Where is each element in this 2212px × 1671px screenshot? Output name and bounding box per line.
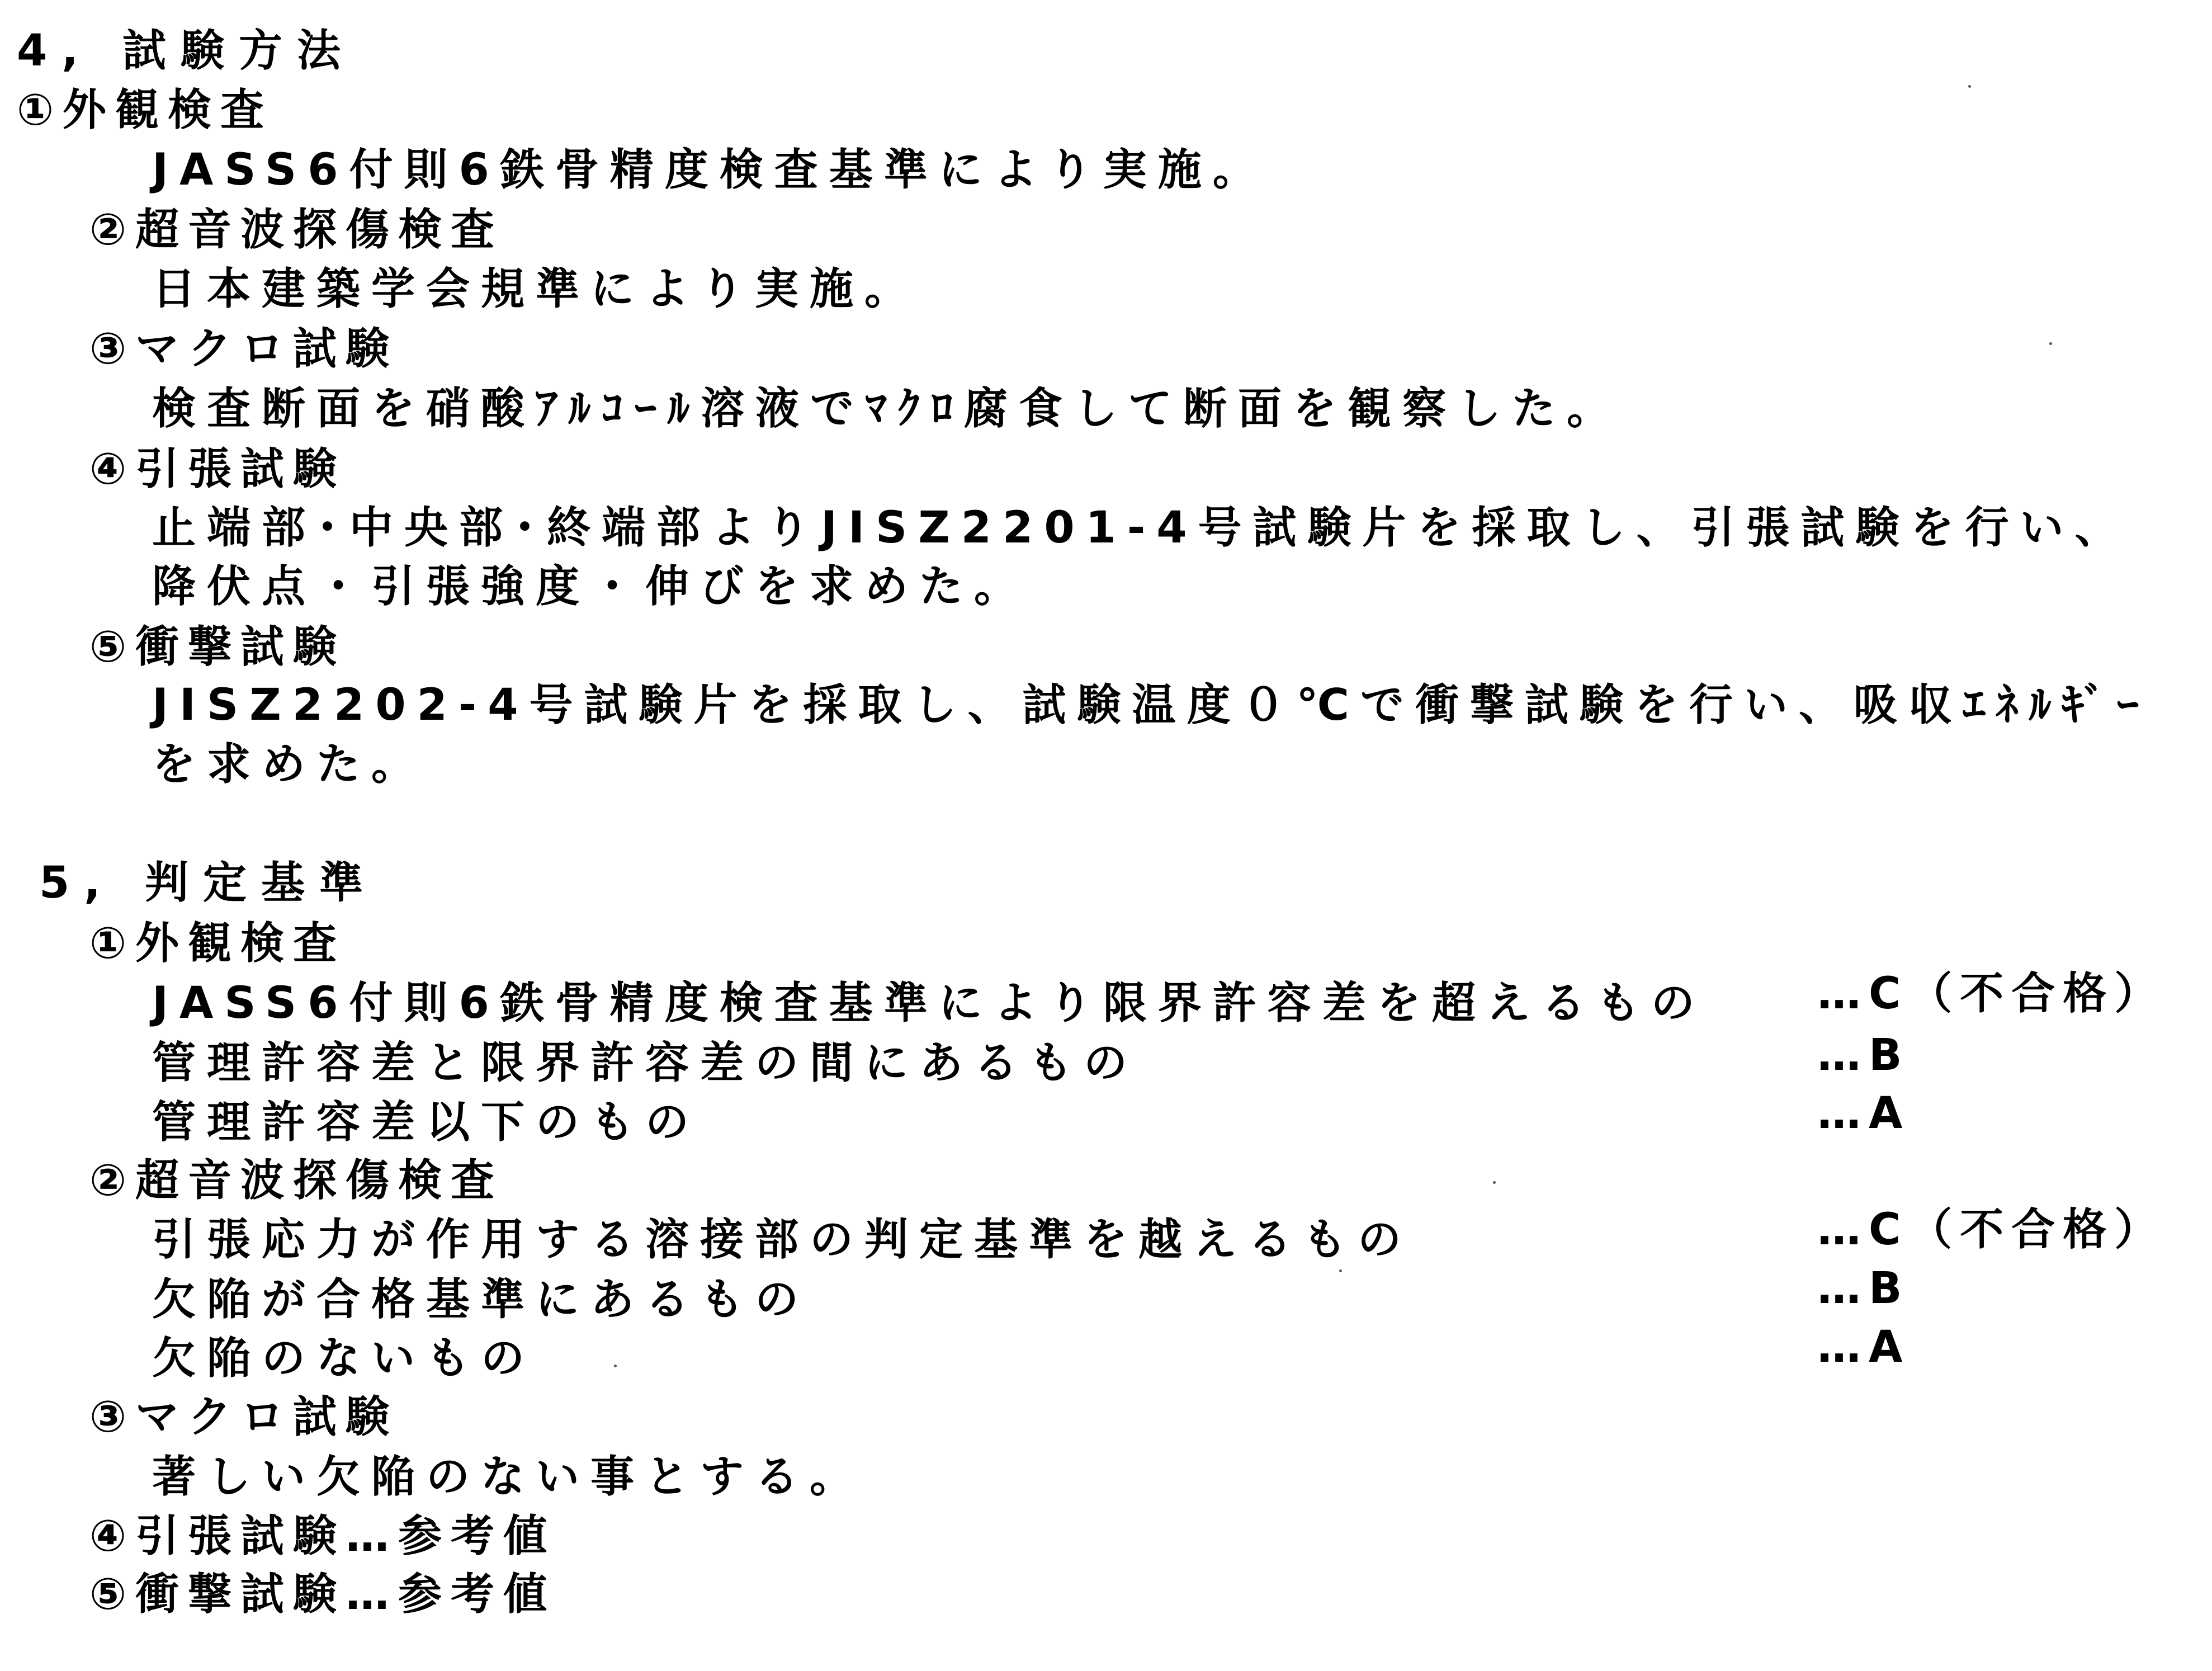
appearance-criteria-row-b: 管理許容差と限界許容差の間にあるもの xyxy=(152,1038,1139,1088)
scan-speck xyxy=(1968,85,1971,88)
scan-speck xyxy=(1339,1269,1342,1272)
ultrasonic-criteria-row-a: 欠陥のないもの xyxy=(152,1333,536,1384)
section-4-item-4-line-2: 降伏点・引張強度・伸びを求めた。 xyxy=(152,561,1029,612)
section-4-item-3-line: 検査断面を硝酸ｱﾙｺｰﾙ溶液でﾏｸﾛ腐食して断面を観察した。 xyxy=(152,384,1622,434)
tensile-criteria-title: ④引張試験…参考値 xyxy=(89,1511,556,1561)
section-4-item-2-title: ②超音波探傷検査 xyxy=(89,205,504,255)
impact-criteria-title: ⑤衝撃試験…参考値 xyxy=(89,1569,556,1620)
section-4-item-2-line: 日本建築学会規準により実施。 xyxy=(152,264,920,314)
scan-speck xyxy=(2049,342,2052,345)
ultrasonic-grade-b: …B xyxy=(1817,1263,1910,1314)
appearance-grade-c: …C（不合格） xyxy=(1817,969,2166,1019)
appearance-criteria-row-a: 管理許容差以下のもの xyxy=(152,1097,701,1148)
section-4-item-1-title: ①外観検査 xyxy=(17,85,273,135)
ultrasonic-criteria-row-b: 欠陥が合格基準にあるもの xyxy=(152,1275,810,1325)
section-4-item-5-line-1: JISZ2202-4号試験片を採取し、試験温度０℃で衝撃試験を行い、吸収ｴﾈﾙｷﾞｰ xyxy=(152,680,2150,730)
ultrasonic-grade-c: …C（不合格） xyxy=(1817,1205,2166,1255)
section-4-item-1-line: JASS6付則6鉄骨精度検査基準により実施。 xyxy=(152,145,1268,195)
scan-speck xyxy=(1493,1181,1496,1184)
section-5-heading: 5, 判定基準 xyxy=(39,858,378,908)
section-4-item-4-title: ④引張試験 xyxy=(89,444,346,494)
section-4-item-3-title: ③マクロ試験 xyxy=(89,324,399,374)
appearance-grade-b: …B xyxy=(1817,1030,1910,1080)
appearance-criteria-title: ①外観検査 xyxy=(89,918,346,969)
section-4-heading: 4, 試験方法 xyxy=(17,26,356,76)
section-4-item-5-title: ⑤衝撃試験 xyxy=(89,622,346,672)
ultrasonic-criteria-row-c: 引張応力が作用する溶接部の判定基準を越えるもの xyxy=(152,1215,1413,1265)
ultrasonic-grade-a: …A xyxy=(1817,1322,1911,1372)
macro-criteria-line: 著しい欠陥のない事とする。 xyxy=(152,1452,865,1502)
appearance-grade-a: …A xyxy=(1817,1088,1911,1139)
macro-criteria-title: ③マクロ試験 xyxy=(89,1392,399,1442)
scan-speck xyxy=(614,1365,617,1367)
appearance-criteria-row-c: JASS6付則6鉄骨精度検査基準により限界許容差を超えるもの xyxy=(152,978,1706,1028)
section-4-item-5-line-2: を求めた。 xyxy=(152,739,427,790)
ultrasonic-criteria-title: ②超音波探傷検査 xyxy=(89,1155,504,1206)
section-4-item-4-line-1: 止端部･中央部･終端部よりJISZ2201-4号試験片を採取し、引張試験を行い、 xyxy=(152,503,2130,553)
